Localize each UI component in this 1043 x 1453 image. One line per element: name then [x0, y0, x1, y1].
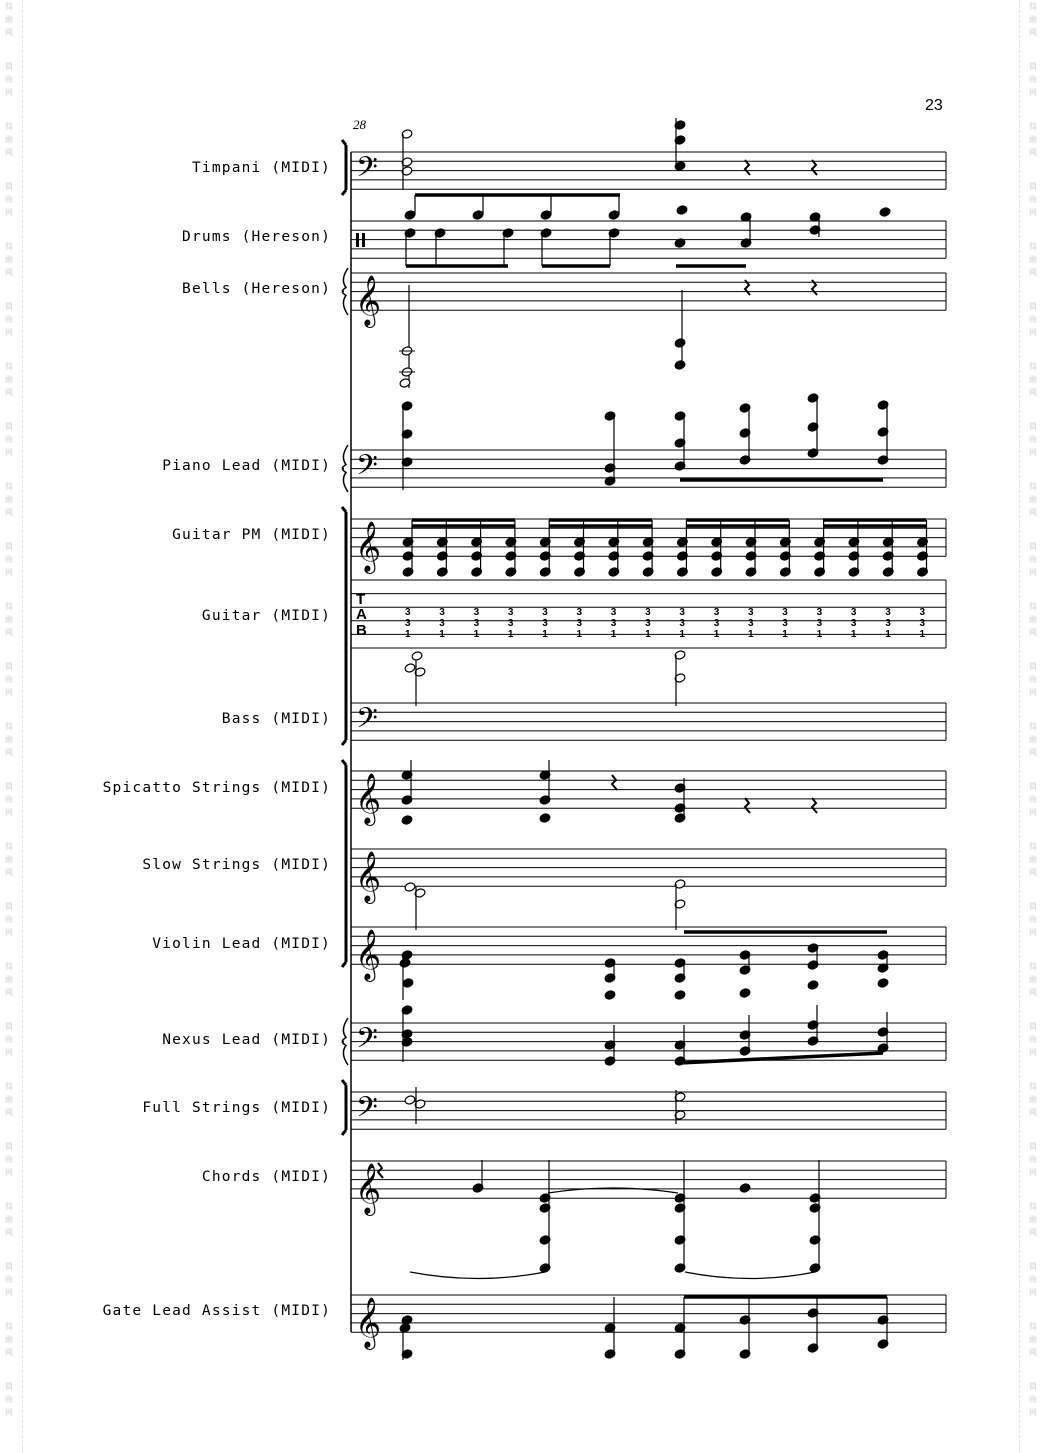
watermark-char: 简 [1029, 842, 1037, 851]
staff-label-guitar-pm: Guitar PM (MIDI) [172, 527, 331, 543]
notehead [402, 978, 414, 989]
watermark-char: 简 [5, 1382, 13, 1391]
percussion-clef [356, 233, 359, 247]
notehead [604, 990, 616, 1001]
watermark-char: 网 [1029, 928, 1037, 937]
watermark-char: 简 [5, 62, 13, 71]
notehead [739, 988, 751, 999]
watermark-char: 曲 [5, 1215, 13, 1224]
watermark-char: 简 [5, 542, 13, 551]
staff-lines [351, 152, 946, 1332]
tab-fret-number: 3 [713, 607, 720, 618]
notehead [404, 663, 416, 674]
notehead [404, 882, 416, 893]
watermark-char: 简 [1029, 362, 1037, 371]
watermark-char: 曲 [1029, 195, 1037, 204]
watermark-char: 网 [1029, 988, 1037, 997]
watermark-char: 网 [1029, 628, 1037, 637]
staff-brace [342, 268, 348, 315]
tab-fret-number: 3 [439, 607, 445, 618]
watermark-char: 曲 [5, 795, 13, 804]
watermark-char: 曲 [5, 15, 13, 24]
tie [685, 1272, 815, 1279]
rest [612, 775, 617, 790]
watermark-char: 曲 [5, 975, 13, 984]
notehead [676, 205, 688, 216]
watermark-char: 网 [1029, 568, 1037, 577]
watermark-char: 曲 [5, 75, 13, 84]
watermark-char: 网 [5, 1408, 13, 1417]
tab-fret-number: 3 [610, 618, 617, 629]
watermark-char: 曲 [1029, 495, 1037, 504]
tab-fret-number: 1 [507, 629, 514, 640]
watermark-char: 网 [5, 568, 13, 577]
watermark-char: 网 [1029, 1048, 1037, 1057]
watermark-char: 简 [5, 2, 13, 11]
watermark-char: 简 [1029, 1382, 1037, 1391]
watermark-char: 网 [5, 868, 13, 877]
tab-fret-number: 1 [919, 629, 926, 640]
watermark-char: 网 [5, 628, 13, 637]
watermark-char: 网 [5, 1348, 13, 1357]
watermark-char: 网 [5, 688, 13, 697]
watermark-char: 网 [1029, 1108, 1037, 1117]
watermark-char: 简 [1029, 2, 1037, 11]
watermark-char: 简 [1029, 182, 1037, 191]
watermark-char: 简 [5, 482, 13, 491]
notehead [404, 1095, 416, 1106]
bass-clef: 𝄢 [356, 449, 378, 489]
tab-fret-number: 3 [473, 618, 480, 629]
watermark-char: 简 [1029, 62, 1037, 71]
watermark-char: 网 [1029, 148, 1037, 157]
watermark-char: 简 [5, 1322, 13, 1331]
tab-fret-number: 3 [507, 618, 514, 629]
page-number: 23 [925, 97, 943, 114]
tab-fret-number: 1 [885, 629, 891, 640]
staff-label-slow-strings: Slow Strings (MIDI) [142, 857, 331, 873]
tab-fret-number: 3 [542, 607, 548, 618]
notehead [879, 207, 891, 218]
tab-fret-number: 3 [850, 607, 857, 618]
notehead [411, 651, 423, 662]
watermark-char: 曲 [1029, 1335, 1037, 1344]
treble-clef: 𝄞 [355, 275, 382, 326]
watermark-char: 简 [5, 842, 13, 851]
watermark-char: 曲 [5, 1155, 13, 1164]
tab-fret-number: 3 [885, 618, 891, 629]
watermark-char: 曲 [1029, 915, 1037, 924]
staff-label-chords: Chords (MIDI) [201, 1169, 331, 1185]
tab-fret-number: 3 [850, 618, 857, 629]
watermark-char: 简 [5, 1202, 13, 1211]
watermark-char: 网 [5, 1228, 13, 1237]
tab-fret-number: 3 [919, 618, 926, 629]
watermark-char: 曲 [5, 435, 13, 444]
watermark-char: 简 [1029, 482, 1037, 491]
tab-fret-number: 3 [507, 607, 514, 618]
watermark-char: 曲 [1029, 315, 1037, 324]
staff-label-nexus-lead: Nexus Lead (MIDI) [162, 1032, 331, 1048]
watermark-char: 曲 [1029, 795, 1037, 804]
staff-bracket [342, 140, 346, 195]
watermark-char: 简 [1029, 1142, 1037, 1151]
watermark-char: 网 [1029, 868, 1037, 877]
staff-bracket [342, 507, 346, 745]
watermark-char: 曲 [5, 1395, 13, 1404]
watermark-char: 简 [5, 902, 13, 911]
watermark-char: 网 [1029, 808, 1037, 817]
watermark-char: 网 [5, 508, 13, 517]
watermark-char: 简 [5, 362, 13, 371]
watermark-char: 曲 [5, 375, 13, 384]
watermark-char: 网 [5, 208, 13, 217]
tab-fret-number: 3 [405, 618, 411, 629]
rest [745, 160, 750, 175]
tab-fret-number: 3 [439, 618, 445, 629]
tab-fret-number: 1 [542, 629, 548, 640]
brackets [342, 140, 348, 1135]
tab-fret-number: 3 [576, 618, 583, 629]
watermark-char: 网 [1029, 1228, 1037, 1237]
watermark-char: 曲 [1029, 75, 1037, 84]
watermark-char: 简 [5, 302, 13, 311]
notehead [877, 978, 889, 989]
tab-fret-number: 3 [610, 607, 617, 618]
watermark-char: 曲 [5, 135, 13, 144]
watermark-char: 网 [5, 1168, 13, 1177]
notehead [739, 1183, 751, 1194]
watermark-char: 曲 [5, 315, 13, 324]
tie [410, 1272, 545, 1279]
tab-fret-number: 1 [473, 629, 480, 640]
watermark-char: 曲 [1029, 735, 1037, 744]
watermark-char: 曲 [1029, 1275, 1037, 1284]
watermark-char: 曲 [1029, 255, 1037, 264]
tab-fret-number: 3 [645, 607, 651, 618]
watermark-char: 简 [1029, 902, 1037, 911]
watermark-char: 网 [5, 808, 13, 817]
notehead [399, 1323, 411, 1334]
notehead [404, 210, 416, 221]
staff-label-bass: Bass (MIDI) [221, 711, 331, 727]
watermark-char: 简 [1029, 782, 1037, 791]
watermark-char: 曲 [1029, 555, 1037, 564]
watermark-char: 网 [1029, 208, 1037, 217]
watermark-char: 网 [5, 1288, 13, 1297]
tab-fret-number: 1 [576, 629, 583, 640]
watermark-char: 网 [1029, 1348, 1037, 1357]
watermark-char: 曲 [1029, 975, 1037, 984]
watermark-char: 网 [5, 748, 13, 757]
bass-clef: 𝄢 [356, 151, 378, 191]
watermark-char: 曲 [1029, 675, 1037, 684]
watermark-char: 网 [5, 1108, 13, 1117]
watermark-char: 曲 [1029, 435, 1037, 444]
watermark-char: 曲 [5, 1095, 13, 1104]
staff-label-gate-lead-assist: Gate Lead Assist (MIDI) [102, 1303, 331, 1319]
notehead [540, 210, 552, 221]
staff-label-bells: Bells (Hereson) [182, 281, 331, 297]
tab-fret-number: 1 [816, 629, 823, 640]
staff-label-full-strings: Full Strings (MIDI) [142, 1100, 331, 1116]
watermark-char: 网 [5, 28, 13, 37]
tab-fret-numbers [405, 607, 926, 640]
watermark-char: 简 [5, 1142, 13, 1151]
watermark-char: 简 [5, 1082, 13, 1091]
treble-clef: 𝄞 [355, 851, 382, 902]
tab-letter-a: A [356, 606, 367, 623]
tab-fret-number: 1 [439, 629, 445, 640]
notehead [674, 990, 686, 1001]
watermark-char: 简 [5, 722, 13, 731]
watermark-char: 曲 [1029, 1155, 1037, 1164]
notehead [807, 980, 819, 991]
watermark-char: 曲 [5, 1035, 13, 1044]
rest [812, 160, 817, 175]
bass-clef: 𝄢 [356, 702, 378, 742]
watermark-char: 网 [5, 988, 13, 997]
watermark-char: 网 [1029, 388, 1037, 397]
tab-fret-number: 3 [542, 618, 548, 629]
tab-fret-number: 3 [885, 607, 891, 618]
tab-fret-number: 3 [405, 607, 411, 618]
notehead [539, 813, 551, 824]
watermark-char: 简 [1029, 962, 1037, 971]
tab-letter-t: T [356, 591, 366, 608]
bass-clef: 𝄢 [356, 1091, 378, 1131]
watermark-char: 曲 [5, 1335, 13, 1344]
watermark-char: 曲 [5, 615, 13, 624]
rest [745, 798, 750, 813]
watermark-char: 网 [1029, 688, 1037, 697]
watermark-char: 曲 [1029, 1095, 1037, 1104]
tab-letter-b: B [356, 622, 367, 639]
watermark-char: 曲 [5, 495, 13, 504]
watermark-char: 简 [1029, 662, 1037, 671]
tab-fret-number: 1 [713, 629, 720, 640]
tab-fret-number: 1 [748, 629, 754, 640]
watermark-char: 简 [1029, 1022, 1037, 1031]
watermark-char: 网 [5, 148, 13, 157]
watermark-char: 网 [1029, 268, 1037, 277]
clefs [355, 151, 381, 1350]
watermark-char: 简 [1029, 1082, 1037, 1091]
barlines [351, 152, 946, 1332]
watermark-char: 简 [1029, 1202, 1037, 1211]
watermark-char: 曲 [1029, 135, 1037, 144]
watermark-char: 网 [1029, 1288, 1037, 1297]
watermark-char: 网 [1029, 28, 1037, 37]
tab-fret-number: 3 [679, 607, 685, 618]
watermark-char: 简 [5, 602, 13, 611]
staff-bracket [342, 1080, 346, 1135]
watermark-char: 简 [5, 1022, 13, 1031]
watermark-char: 曲 [5, 855, 13, 864]
watermark-char: 简 [1029, 122, 1037, 131]
watermark-char: 网 [5, 1048, 13, 1057]
watermark-char: 网 [5, 268, 13, 277]
rest [812, 798, 817, 813]
watermark-char: 网 [1029, 508, 1037, 517]
watermark-char: 简 [5, 242, 13, 251]
watermark-char: 简 [1029, 1262, 1037, 1271]
watermark-char: 简 [1029, 722, 1037, 731]
watermark-char: 网 [1029, 328, 1037, 337]
measure-number: 28 [353, 117, 366, 132]
notehead [472, 210, 484, 221]
watermark-char: 曲 [5, 1275, 13, 1284]
watermark-char: 简 [1029, 242, 1037, 251]
tab-fret-number: 1 [405, 629, 411, 640]
tab-fret-number: 1 [782, 629, 788, 640]
watermark-char: 网 [5, 328, 13, 337]
treble-clef: 𝄞 [355, 1297, 382, 1348]
watermark-char: 网 [1029, 88, 1037, 97]
tab-fret-number: 1 [850, 629, 857, 640]
watermark-char: 曲 [1029, 1215, 1037, 1224]
tab-fret-number: 3 [748, 618, 754, 629]
watermark-char: 曲 [1029, 375, 1037, 384]
watermark-char: 简 [5, 962, 13, 971]
watermark-char: 网 [1029, 1408, 1037, 1417]
notehead [399, 958, 411, 969]
watermark-char: 简 [1029, 302, 1037, 311]
watermark-char: 曲 [1029, 1395, 1037, 1404]
watermark-char: 曲 [5, 915, 13, 924]
tab-fret-number: 3 [782, 618, 788, 629]
watermark-char: 简 [5, 182, 13, 191]
tab-fret-number: 1 [645, 629, 651, 640]
tab-fret-number: 1 [679, 629, 685, 640]
watermark-char: 简 [5, 422, 13, 431]
treble-clef: 𝄞 [355, 929, 382, 980]
watermark-char: 曲 [5, 255, 13, 264]
watermark-char: 网 [1029, 448, 1037, 457]
treble-clef: 𝄞 [355, 521, 382, 572]
notes [378, 118, 928, 1360]
watermark-char: 网 [5, 928, 13, 937]
watermark-char: 曲 [5, 675, 13, 684]
staff-brace [342, 445, 348, 492]
tab-fret-number: 3 [679, 618, 685, 629]
watermark-char: 曲 [1029, 1035, 1037, 1044]
bass-clef: 𝄢 [356, 1022, 378, 1062]
staff-brace [342, 1018, 348, 1065]
staff-label-violin-lead: Violin Lead (MIDI) [152, 936, 331, 952]
watermark-char: 曲 [1029, 615, 1037, 624]
beam [680, 1053, 883, 1063]
watermark-char: 简 [1029, 542, 1037, 551]
watermark-char: 网 [5, 448, 13, 457]
percussion-clef [362, 233, 365, 247]
staff-label-timpani: Timpani (MIDI) [191, 160, 331, 176]
watermark-char: 简 [1029, 1322, 1037, 1331]
staff-label-drums: Drums (Hereson) [182, 229, 331, 245]
watermark-char: 曲 [5, 195, 13, 204]
watermark-char: 简 [5, 662, 13, 671]
watermark-char: 网 [1029, 1168, 1037, 1177]
tab-fret-number: 3 [782, 607, 788, 618]
tab-fret-number: 3 [816, 607, 823, 618]
watermark-char: 网 [5, 388, 13, 397]
staff-label-guitar: Guitar (MIDI) [201, 608, 331, 624]
tab-fret-number: 3 [473, 607, 480, 618]
tab-fret-number: 3 [713, 618, 720, 629]
staff-label-spicatto-strings: Spicatto Strings (MIDI) [102, 780, 331, 796]
watermark-char: 曲 [5, 735, 13, 744]
tab-fret-number: 1 [610, 629, 617, 640]
tab-fret-number: 3 [576, 607, 583, 618]
watermark-char: 曲 [5, 555, 13, 564]
watermark-char: 简 [5, 782, 13, 791]
watermark-char: 简 [5, 1262, 13, 1271]
tab-fret-number: 3 [816, 618, 823, 629]
watermark-char: 简 [1029, 422, 1037, 431]
tab-fret-number: 3 [645, 618, 651, 629]
watermark-char: 曲 [1029, 855, 1037, 864]
tab-fret-number: 3 [919, 607, 926, 618]
staff-label-piano-lead: Piano Lead (MIDI) [162, 458, 331, 474]
notehead [674, 360, 686, 371]
treble-clef: 𝄞 [355, 773, 382, 824]
watermark-char: 曲 [1029, 15, 1037, 24]
watermark-char: 网 [1029, 748, 1037, 757]
notehead [608, 210, 620, 221]
tab-fret-number: 3 [748, 607, 754, 618]
watermark-char: 网 [5, 88, 13, 97]
watermark-char: 简 [1029, 602, 1037, 611]
watermark-char: 简 [5, 122, 13, 131]
notehead [674, 338, 686, 349]
treble-clef: 𝄞 [355, 1163, 382, 1214]
staff-bracket [342, 760, 346, 967]
notehead [401, 815, 413, 826]
